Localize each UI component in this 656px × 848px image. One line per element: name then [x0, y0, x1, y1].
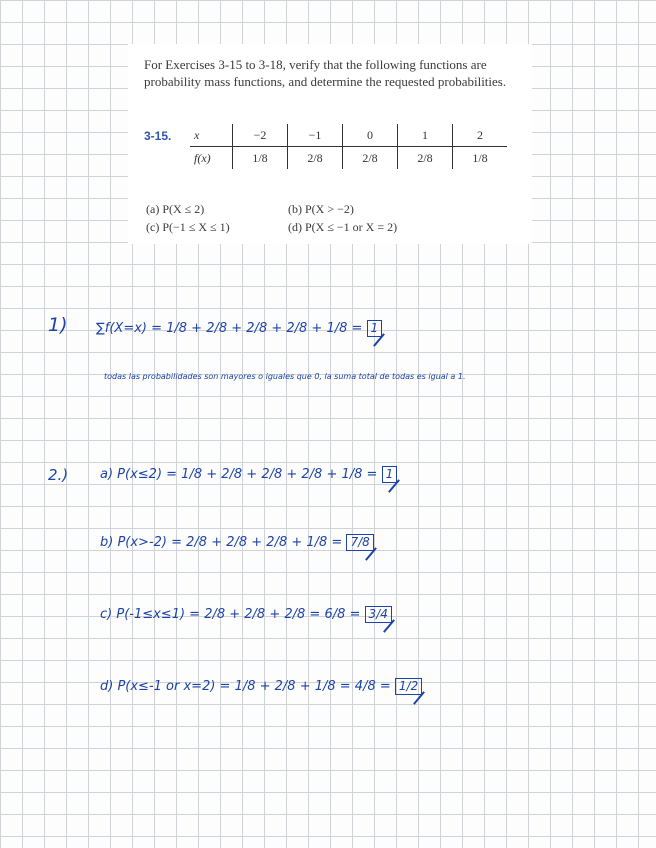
part2-label: 2.) [48, 466, 69, 484]
part1-answer-box: 1 [367, 320, 383, 337]
answer-a [100, 466, 397, 483]
part1-expression: ∑f(X=x) = 1/8 + 2/8 + 2/8 + 2/8 + 1/8 = [96, 321, 363, 336]
x-value: 1 [398, 124, 453, 147]
fx-row [190, 147, 507, 170]
x-value: 2 [453, 124, 508, 147]
part1-label: 1) [48, 314, 68, 336]
fx-value: 2/8 [343, 147, 398, 170]
answer-b-expression: b) P(x>-2) = 2/8 + 2/8 + 2/8 + 1/8 = [100, 535, 343, 550]
question-a: (a) P(X ≤ 2) [146, 202, 205, 216]
x-value: 0 [343, 124, 398, 147]
answer-a-expression: a) P(x≤2) = 1/8 + 2/8 + 2/8 + 2/8 + 1/8 = [100, 467, 378, 482]
fx-value: 1/8 [453, 147, 508, 170]
answer-b-box: 7/8 [346, 534, 373, 551]
fx-value: 1/8 [233, 147, 288, 170]
part1-note: todas las probabilidades son mayores o iguales que 0, la suma total de todas es igual a 1. [104, 372, 466, 381]
answer-b [100, 534, 374, 551]
pmf-table [190, 124, 507, 169]
answer-c-box: 3/4 [365, 606, 392, 623]
x-row [190, 124, 507, 147]
answer-d-box: 1/2 [395, 678, 422, 695]
question-c: (c) P(−1 ≤ X ≤ 1) [146, 220, 230, 234]
answer-a-box: 1 [382, 466, 398, 483]
answer-d [100, 678, 422, 695]
part1-equation [96, 320, 382, 337]
fx-label: f(x) [194, 150, 211, 165]
question-d: (d) P(X ≤ −1 or X = 2) [288, 220, 398, 234]
question-b: (b) P(X > −2) [288, 202, 354, 216]
exercise-number: 3-15. [144, 129, 172, 143]
x-label: x [190, 124, 233, 147]
fx-value: 2/8 [398, 147, 453, 170]
x-value: −2 [233, 124, 288, 147]
textbook-excerpt [128, 44, 532, 244]
answer-c-expression: c) P(-1≤x≤1) = 2/8 + 2/8 + 2/8 = 6/8 = [100, 607, 361, 622]
fx-value: 2/8 [288, 147, 343, 170]
answer-c [100, 606, 392, 623]
answer-d-expression: d) P(x≤-1 or x=2) = 1/8 + 2/8 + 1/8 = 4/8 = [100, 679, 391, 694]
x-value: −1 [288, 124, 343, 147]
exercise-intro: For Exercises 3-15 to 3-18, verify that the following functions are probability mass functions, and determine the requested probabilities. [144, 57, 507, 89]
